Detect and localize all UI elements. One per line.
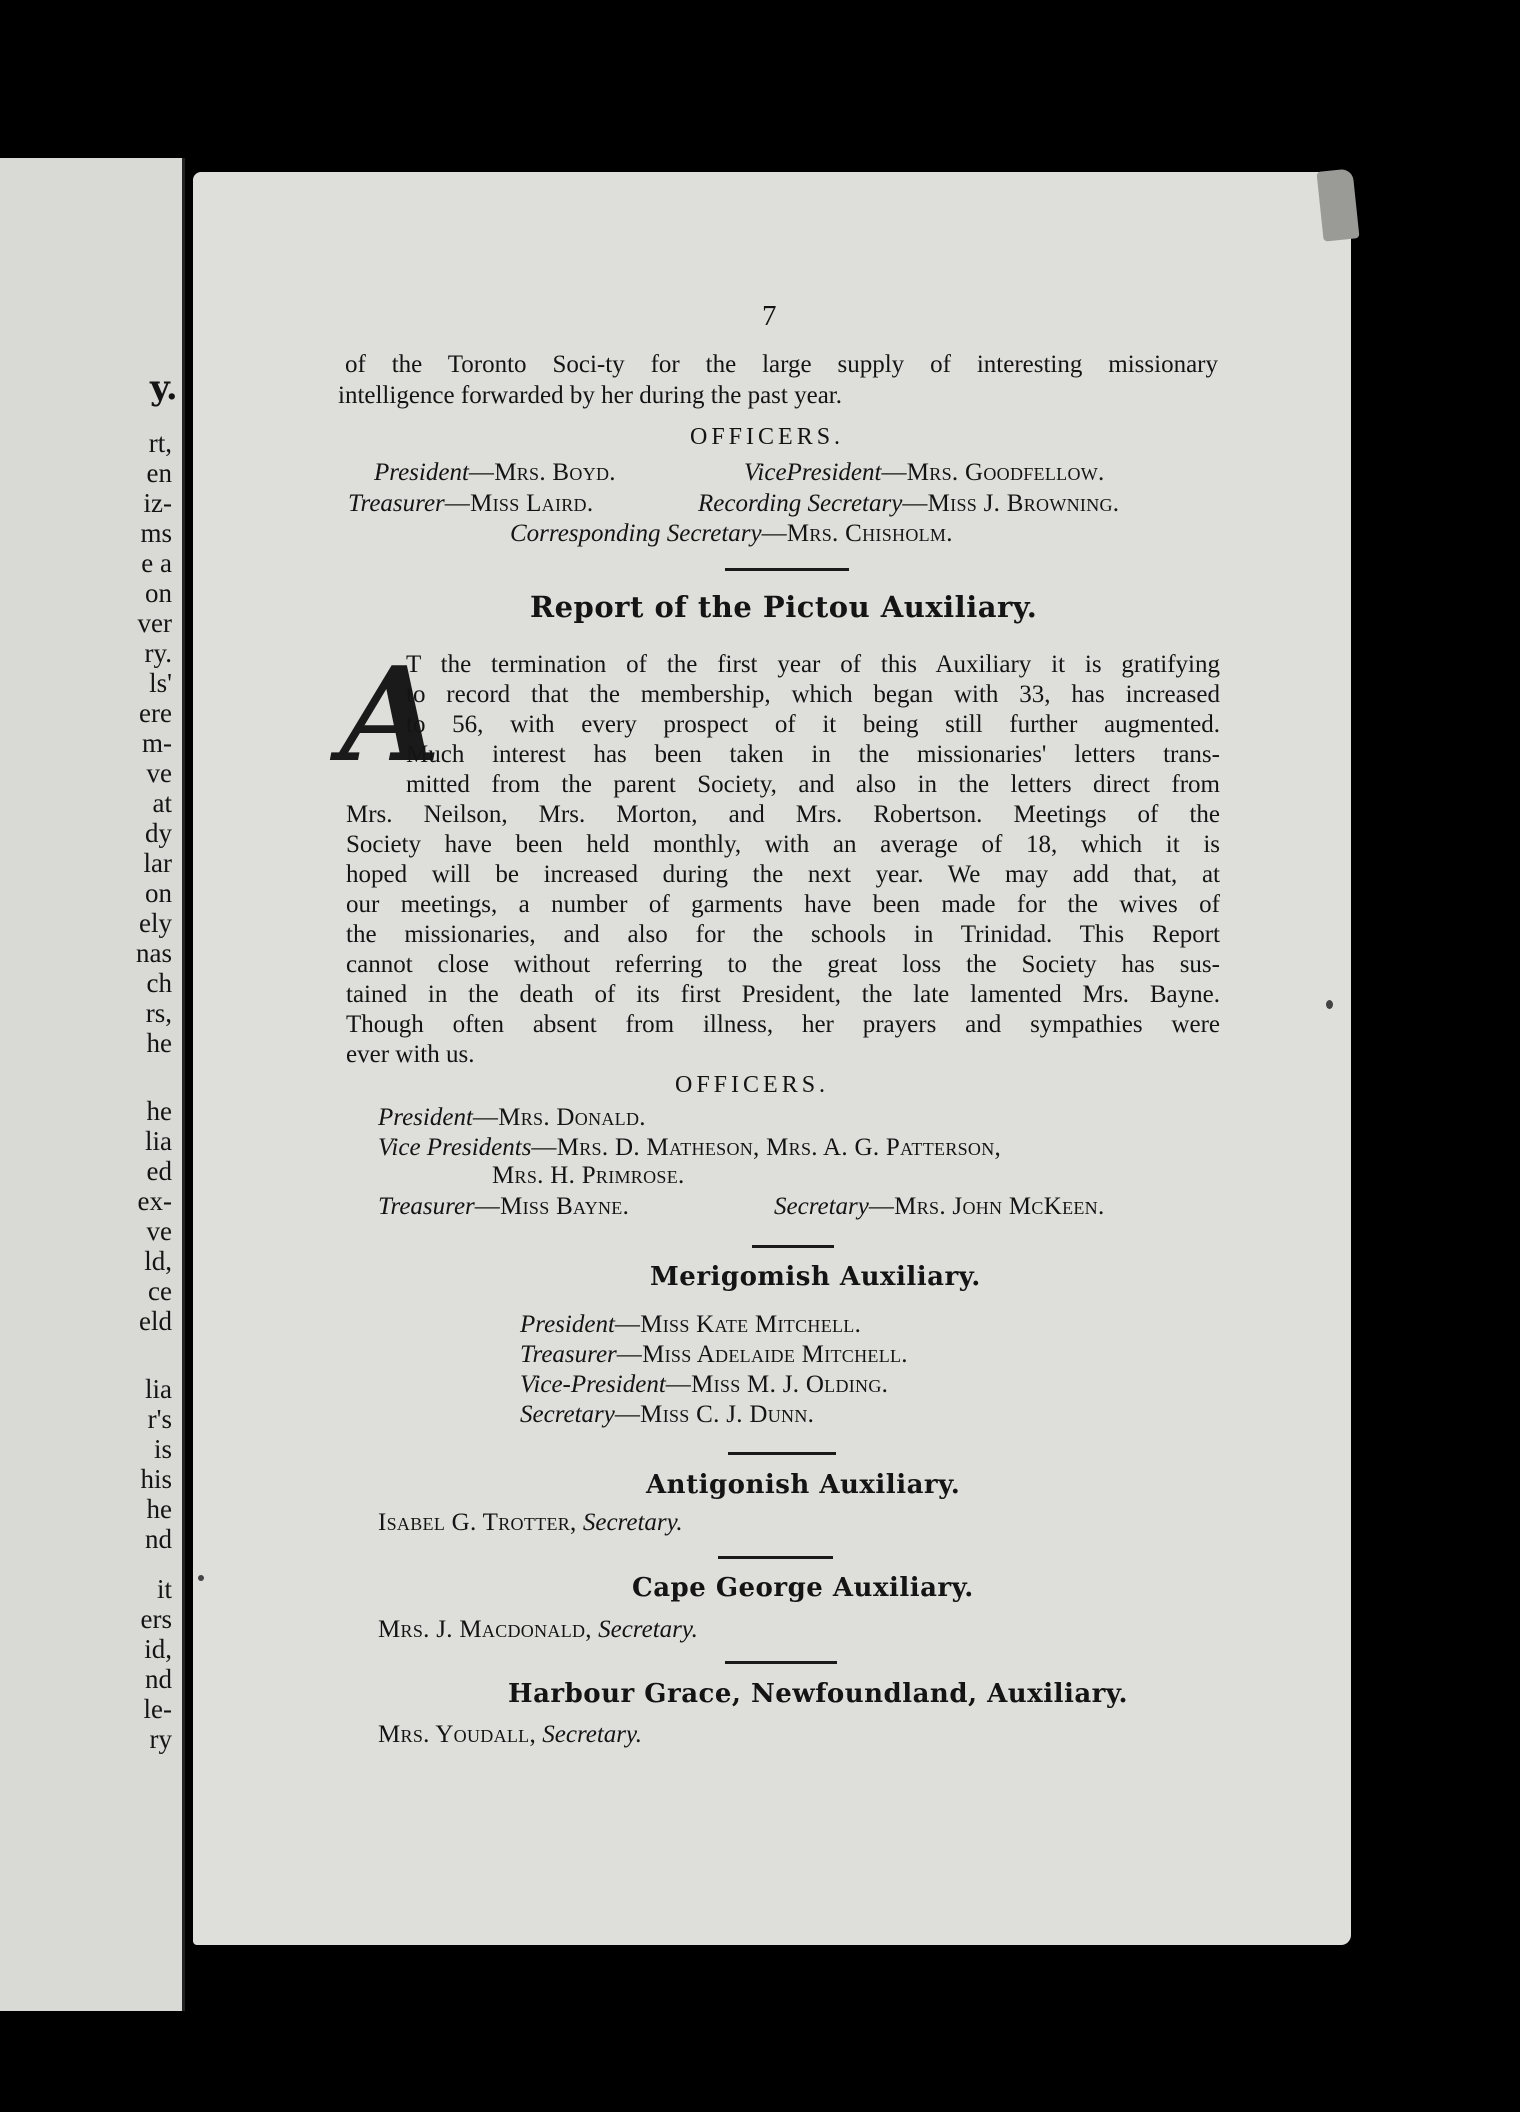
officer-line: Secretary—Miss C. J. Dunn. [520,1401,815,1428]
left-text-fragment: on [145,878,172,908]
left-text-fragment: nd [145,1524,172,1554]
section-rule [752,1245,834,1248]
body-line: Mrs. Neilson, Mrs. Morton, and Mrs. Robertson. Meetings of the [346,801,1220,828]
section-rule [718,1556,833,1559]
body-line: Much interest has been taken in the missionaries' letters trans- [406,741,1220,768]
left-text-fragment: ms [140,518,172,548]
left-text-fragment: he [146,1494,172,1524]
body-line: hoped will be increased during the next year. We may add that, at [346,861,1220,888]
left-text-fragment: dy [145,818,172,848]
left-text-fragment: he [146,1096,172,1126]
left-text-fragment: rt, [148,428,172,458]
left-text-fragment: rs, [145,998,172,1028]
left-text-fragment: id, [144,1634,172,1664]
body-line: the missionaries, and also for the schools in Trinidad. This Report [346,921,1220,948]
left-text-fragment: ely [139,908,172,938]
officer-line: President—Mrs. Boyd. [374,459,616,486]
officer-line: Mrs. H. Primrose. [492,1162,685,1189]
left-text-fragment: is [153,1434,172,1464]
secretary-line: Mrs. Youdall, Secretary. [378,1721,642,1748]
officer-line: Vice-President—Miss M. J. Olding. [520,1371,889,1398]
left-text-fragment: nd [145,1664,172,1694]
left-text-fragment: ld, [144,1246,172,1276]
officer-line: Treasurer—Miss Laird. [348,490,594,517]
officer-line: Corresponding Secretary—Mrs. Chisholm. [510,520,953,547]
officer-line: VicePresident—Mrs. Goodfellow. [744,459,1105,486]
officers-heading: OFFICERS. [690,424,845,450]
drop-cap: A [340,638,441,791]
section-title-antigonish: Antigonish Auxiliary. [646,1470,961,1500]
officer-line: Treasurer—Miss Adelaide Mitchell. [520,1341,908,1368]
left-text-fragment: ere [139,698,172,728]
body-line: T the termination of the first year of this Auxiliary it is gratifying [406,651,1220,678]
left-text-fragment: ver [137,608,172,638]
left-text-fragment: iz- [143,488,172,518]
officer-line: Secretary—Mrs. John McKeen. [774,1193,1105,1220]
body-line: Though often absent from illness, her prayers and sympathies were [346,1011,1220,1038]
left-text-fragment: m- [142,728,172,758]
left-text-fragment: lia [145,1374,172,1404]
body-line: our meetings, a number of garments have been made for the wives of [346,891,1220,918]
officer-line: Recording Secretary—Miss J. Browning. [698,490,1120,517]
left-text-fragment: his [140,1464,172,1494]
left-text-fragment: lar [143,848,172,878]
left-text-fragment: ch [146,968,172,998]
left-text-fragment: ry. [144,638,172,668]
left-text-fragment: ve [146,1216,172,1246]
left-text-fragment: it [156,1574,172,1604]
left-text-fragment: ce [148,1276,172,1306]
body-line: to 56, with every prospect of it being still further augmented. [406,711,1220,738]
section-title-cape-george: Cape George Auxiliary. [632,1573,974,1603]
intro-line: intelligence forwarded by her during the past year. [338,382,842,409]
intro-line: of the Toronto Soci-ty for the large supply of interesting missionary [345,351,1218,378]
officer-line: Vice Presidents—Mrs. D. Matheson, Mrs. A. G. Patterson, [378,1134,1002,1161]
secretary-line: Isabel G. Trotter, Secretary. [378,1509,683,1536]
section-title-harbour-grace: Harbour Grace, Newfoundland, Auxiliary. [508,1679,1129,1709]
section-title-merigomish: Merigomish Auxiliary. [650,1262,981,1292]
left-facing-page [0,158,185,2011]
officer-line: President—Miss Kate Mitchell. [520,1311,862,1338]
left-text-fragment: ls' [149,668,172,698]
left-text-fragment: le- [143,1694,172,1724]
section-title-pictou: Report of the Pictou Auxiliary. [530,590,1038,624]
left-text-fragment: he [146,1028,172,1058]
left-text-fragment: ry [149,1724,172,1754]
left-text-fragment: at [152,788,172,818]
body-line: Society have been held monthly, with an average of 18, which it is [346,831,1220,858]
officer-line: President—Mrs. Donald. [378,1104,646,1131]
ink-speck [198,1575,204,1581]
body-line: cannot close without referring to the great loss the Society has sus- [346,951,1220,978]
left-text-fragment: on [145,578,172,608]
section-rule [725,568,849,571]
section-rule [725,1661,837,1664]
officer-line: Treasurer—Miss Bayne. [378,1193,630,1220]
left-text-fragment: r's [147,1404,172,1434]
left-text-fragment: e a [141,548,172,578]
secretary-line: Mrs. J. Macdonald, Secretary. [378,1616,698,1643]
body-line: ever with us. [346,1041,475,1068]
left-text-fragment: en [146,458,172,488]
left-text-fragment: eld [139,1306,172,1336]
left-text-fragment: ers [140,1604,172,1634]
section-rule [728,1452,836,1455]
left-text-fragment: ed [146,1156,172,1186]
body-line: to record that the membership, which began with 33, has increased [406,681,1220,708]
left-text-fragment: lia [145,1126,172,1156]
page-corner-fold [1316,168,1359,241]
officers-heading: OFFICERS. [675,1072,830,1098]
body-line: mitted from the parent Society, and also in the letters direct from [406,771,1220,798]
ink-speck [1326,1000,1333,1009]
left-text-fragment: ex- [137,1186,172,1216]
left-text-fragment: nas [136,938,172,968]
left-text-fragment: ve [146,758,172,788]
page-number: 7 [762,300,777,332]
body-line: tained in the death of its first President, the late lamented Mrs. Bayne. [346,981,1220,1008]
left-heading-fragment: y. [150,368,178,408]
